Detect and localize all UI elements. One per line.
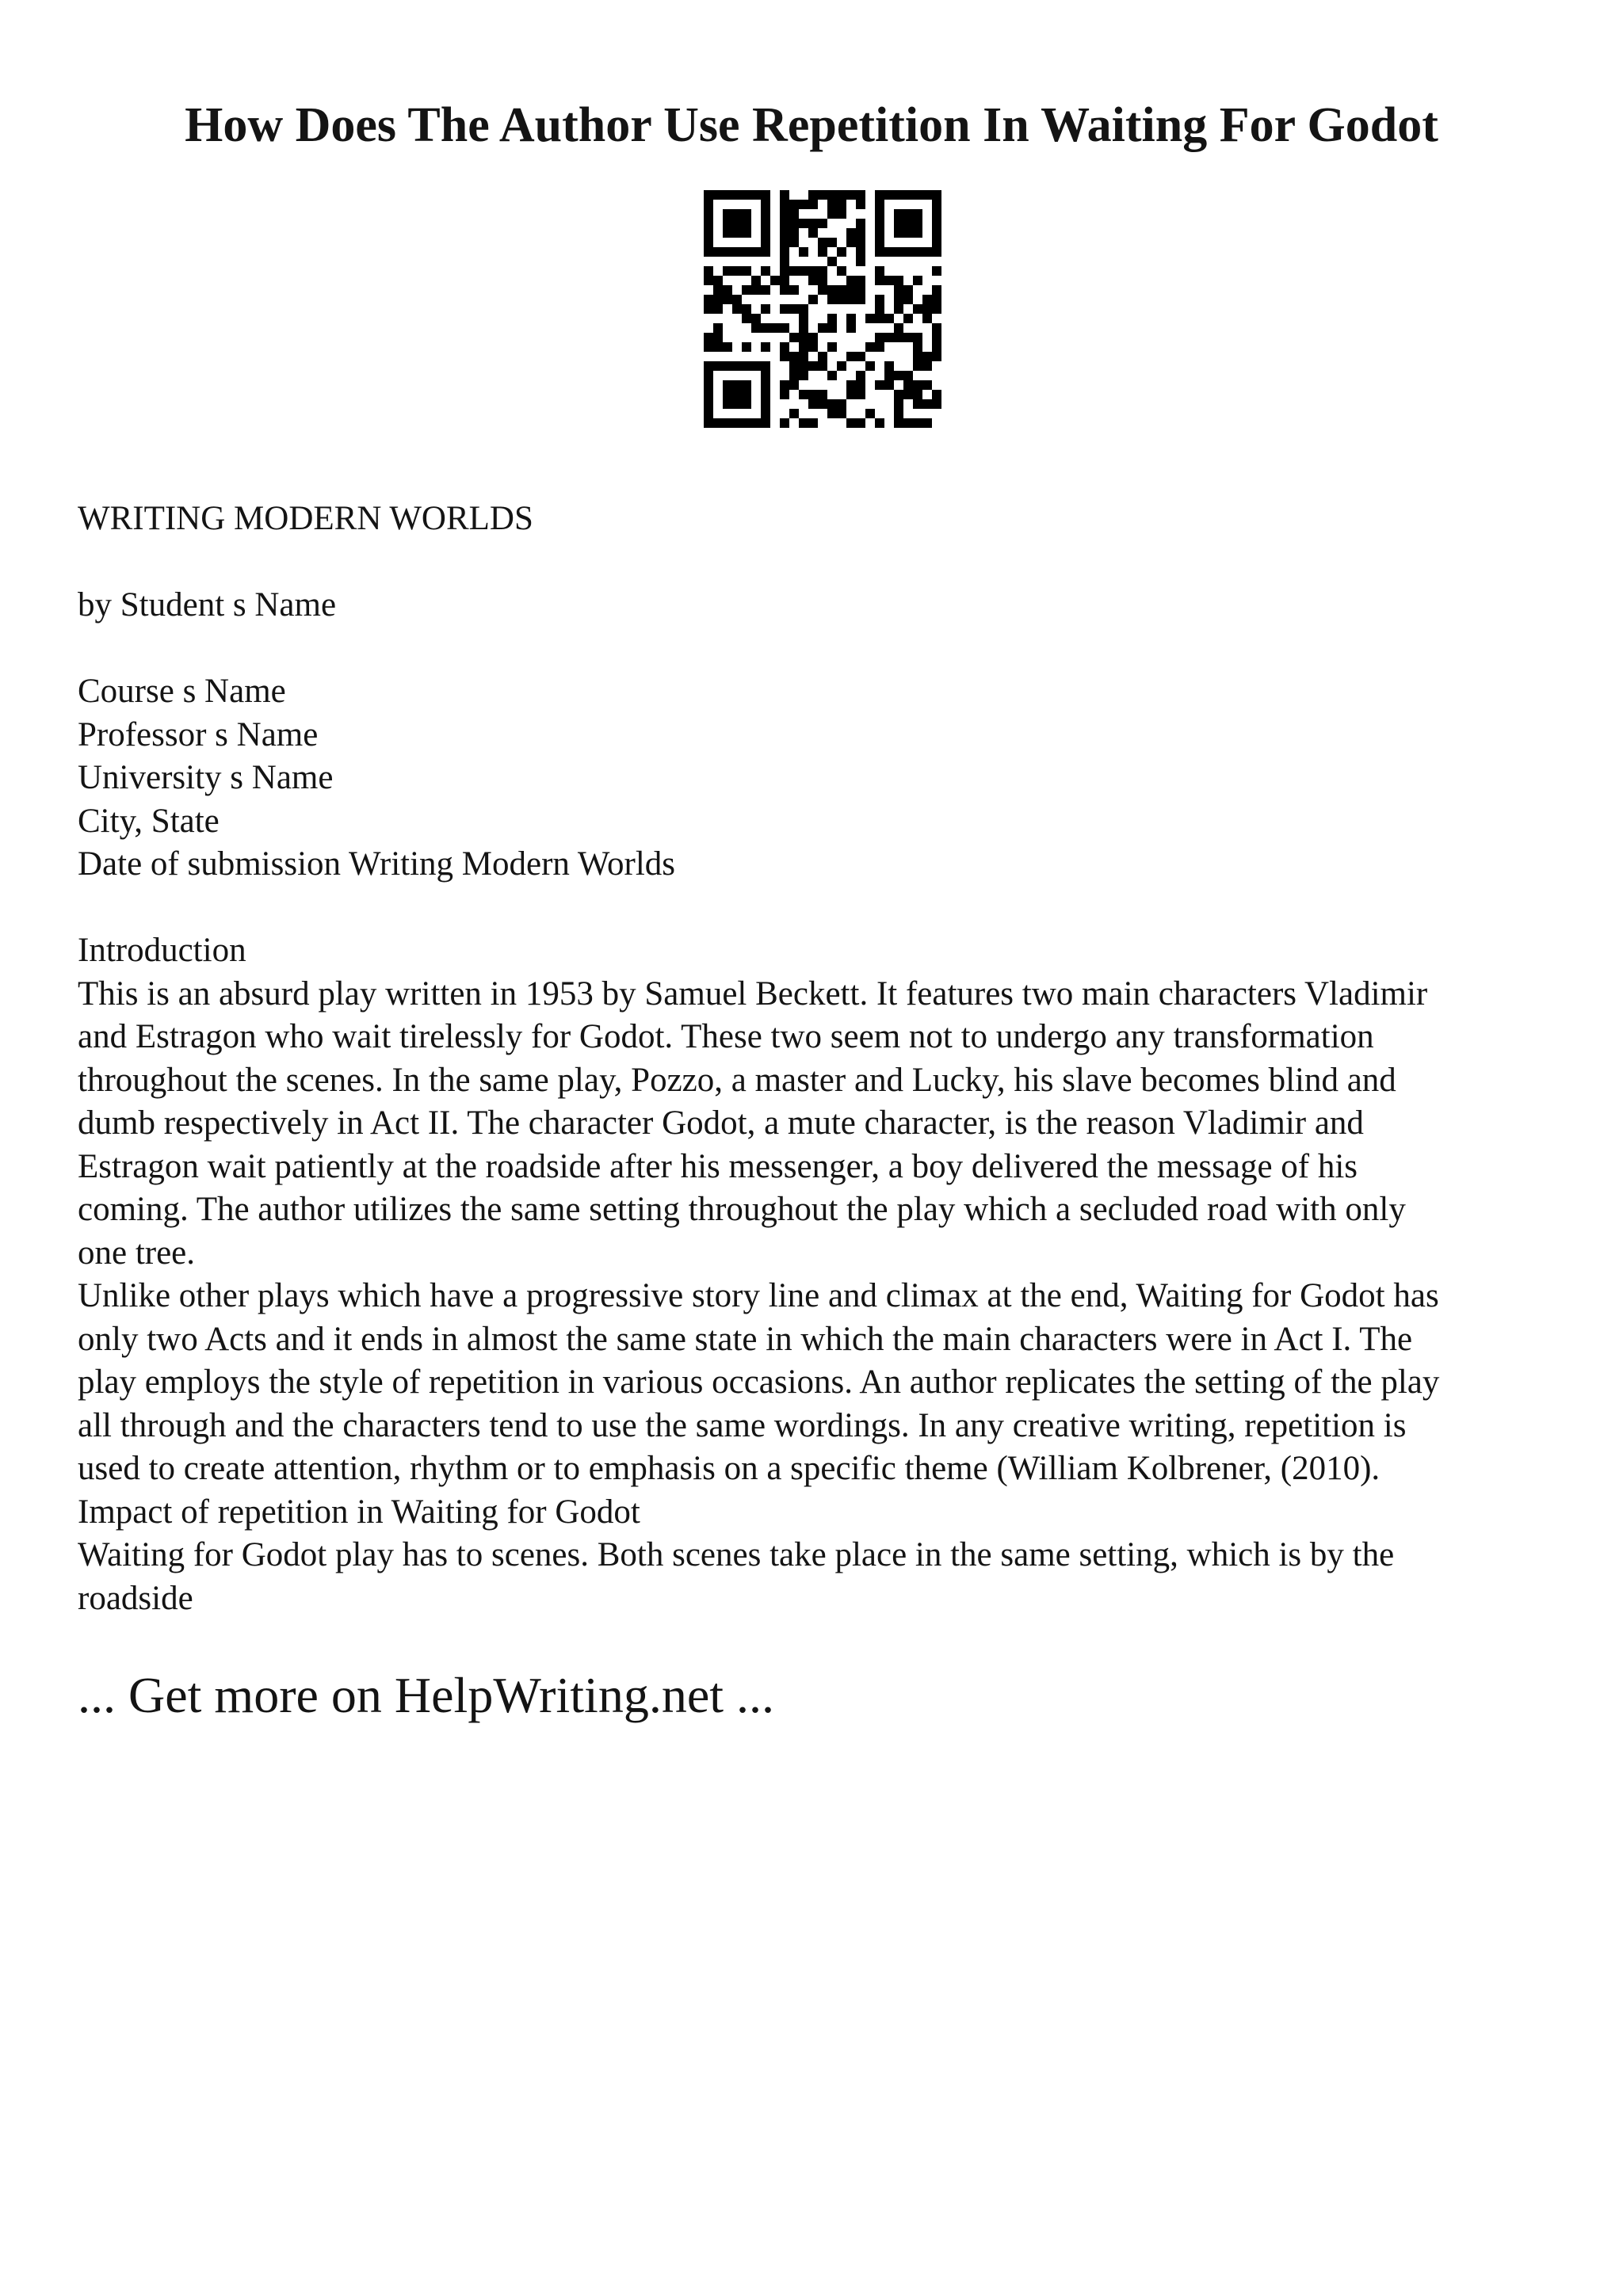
byline: by Student s Name bbox=[78, 586, 337, 624]
body-line: dumb respectively in Act II. The character Godot, a mute character, is the reason Vladimir and bbox=[78, 1104, 1364, 1142]
body-line: used to create attention, rhythm or to emphasis on a specific theme (William Kolbrener, (2010). bbox=[78, 1450, 1381, 1487]
body-line: Estragon wait patiently at the roadside after his messenger, a boy delivered the message of his bbox=[78, 1147, 1358, 1185]
document-title: How Does The Author Use Repetition In Waiting For Godot bbox=[185, 98, 1438, 152]
body-line: one tree. bbox=[78, 1234, 196, 1272]
university-name: University s Name bbox=[78, 759, 334, 796]
body-line: roadside bbox=[78, 1579, 193, 1617]
body-line: This is an absurd play written in 1953 by Samuel Beckett. It features two main characters Vladimir bbox=[78, 974, 1428, 1013]
section-heading-introduction: Introduction bbox=[78, 932, 246, 969]
body-line: coming. The author utilizes the same setting throughout the play which a secluded road with only bbox=[78, 1191, 1406, 1228]
get-more-link[interactable]: ... Get more on HelpWriting.net ... bbox=[78, 1667, 774, 1723]
body-line: throughout the scenes. In the same play, Pozzo, a master and Lucky, his slave becomes blind and bbox=[78, 1061, 1396, 1099]
date-of-submission: Date of submission Writing Modern Worlds bbox=[78, 845, 676, 883]
city-state: City, State bbox=[78, 802, 220, 840]
body-line: Waiting for Godot play has to scenes. Both scenes take place in the same setting, which is by the bbox=[78, 1536, 1395, 1573]
section-heading-impact: Impact of repetition in Waiting for Godot bbox=[78, 1493, 640, 1531]
professor-name: Professor s Name bbox=[78, 715, 319, 753]
course-name: Course s Name bbox=[78, 673, 286, 710]
body-line: play employs the style of repetition in various occasions. An author replicates the setting of the play bbox=[78, 1363, 1440, 1401]
body-line: and Estragon who wait tirelessly for Godot. These two seem not to undergo any transformation bbox=[78, 1018, 1374, 1055]
body-line: Unlike other plays which have a progressive story line and climax at the end, Waiting for Godot has bbox=[78, 1277, 1439, 1314]
qr-code[interactable] bbox=[704, 190, 941, 428]
course-title: WRITING MODERN WORLDS bbox=[78, 500, 533, 537]
body-line: all through and the characters tend to use the same wordings. In any creative writing, repetition is bbox=[78, 1406, 1407, 1444]
body-line: only two Acts and it ends in almost the same state in which the main characters were in Act I. The bbox=[78, 1320, 1413, 1358]
document-body bbox=[78, 498, 1568, 1620]
